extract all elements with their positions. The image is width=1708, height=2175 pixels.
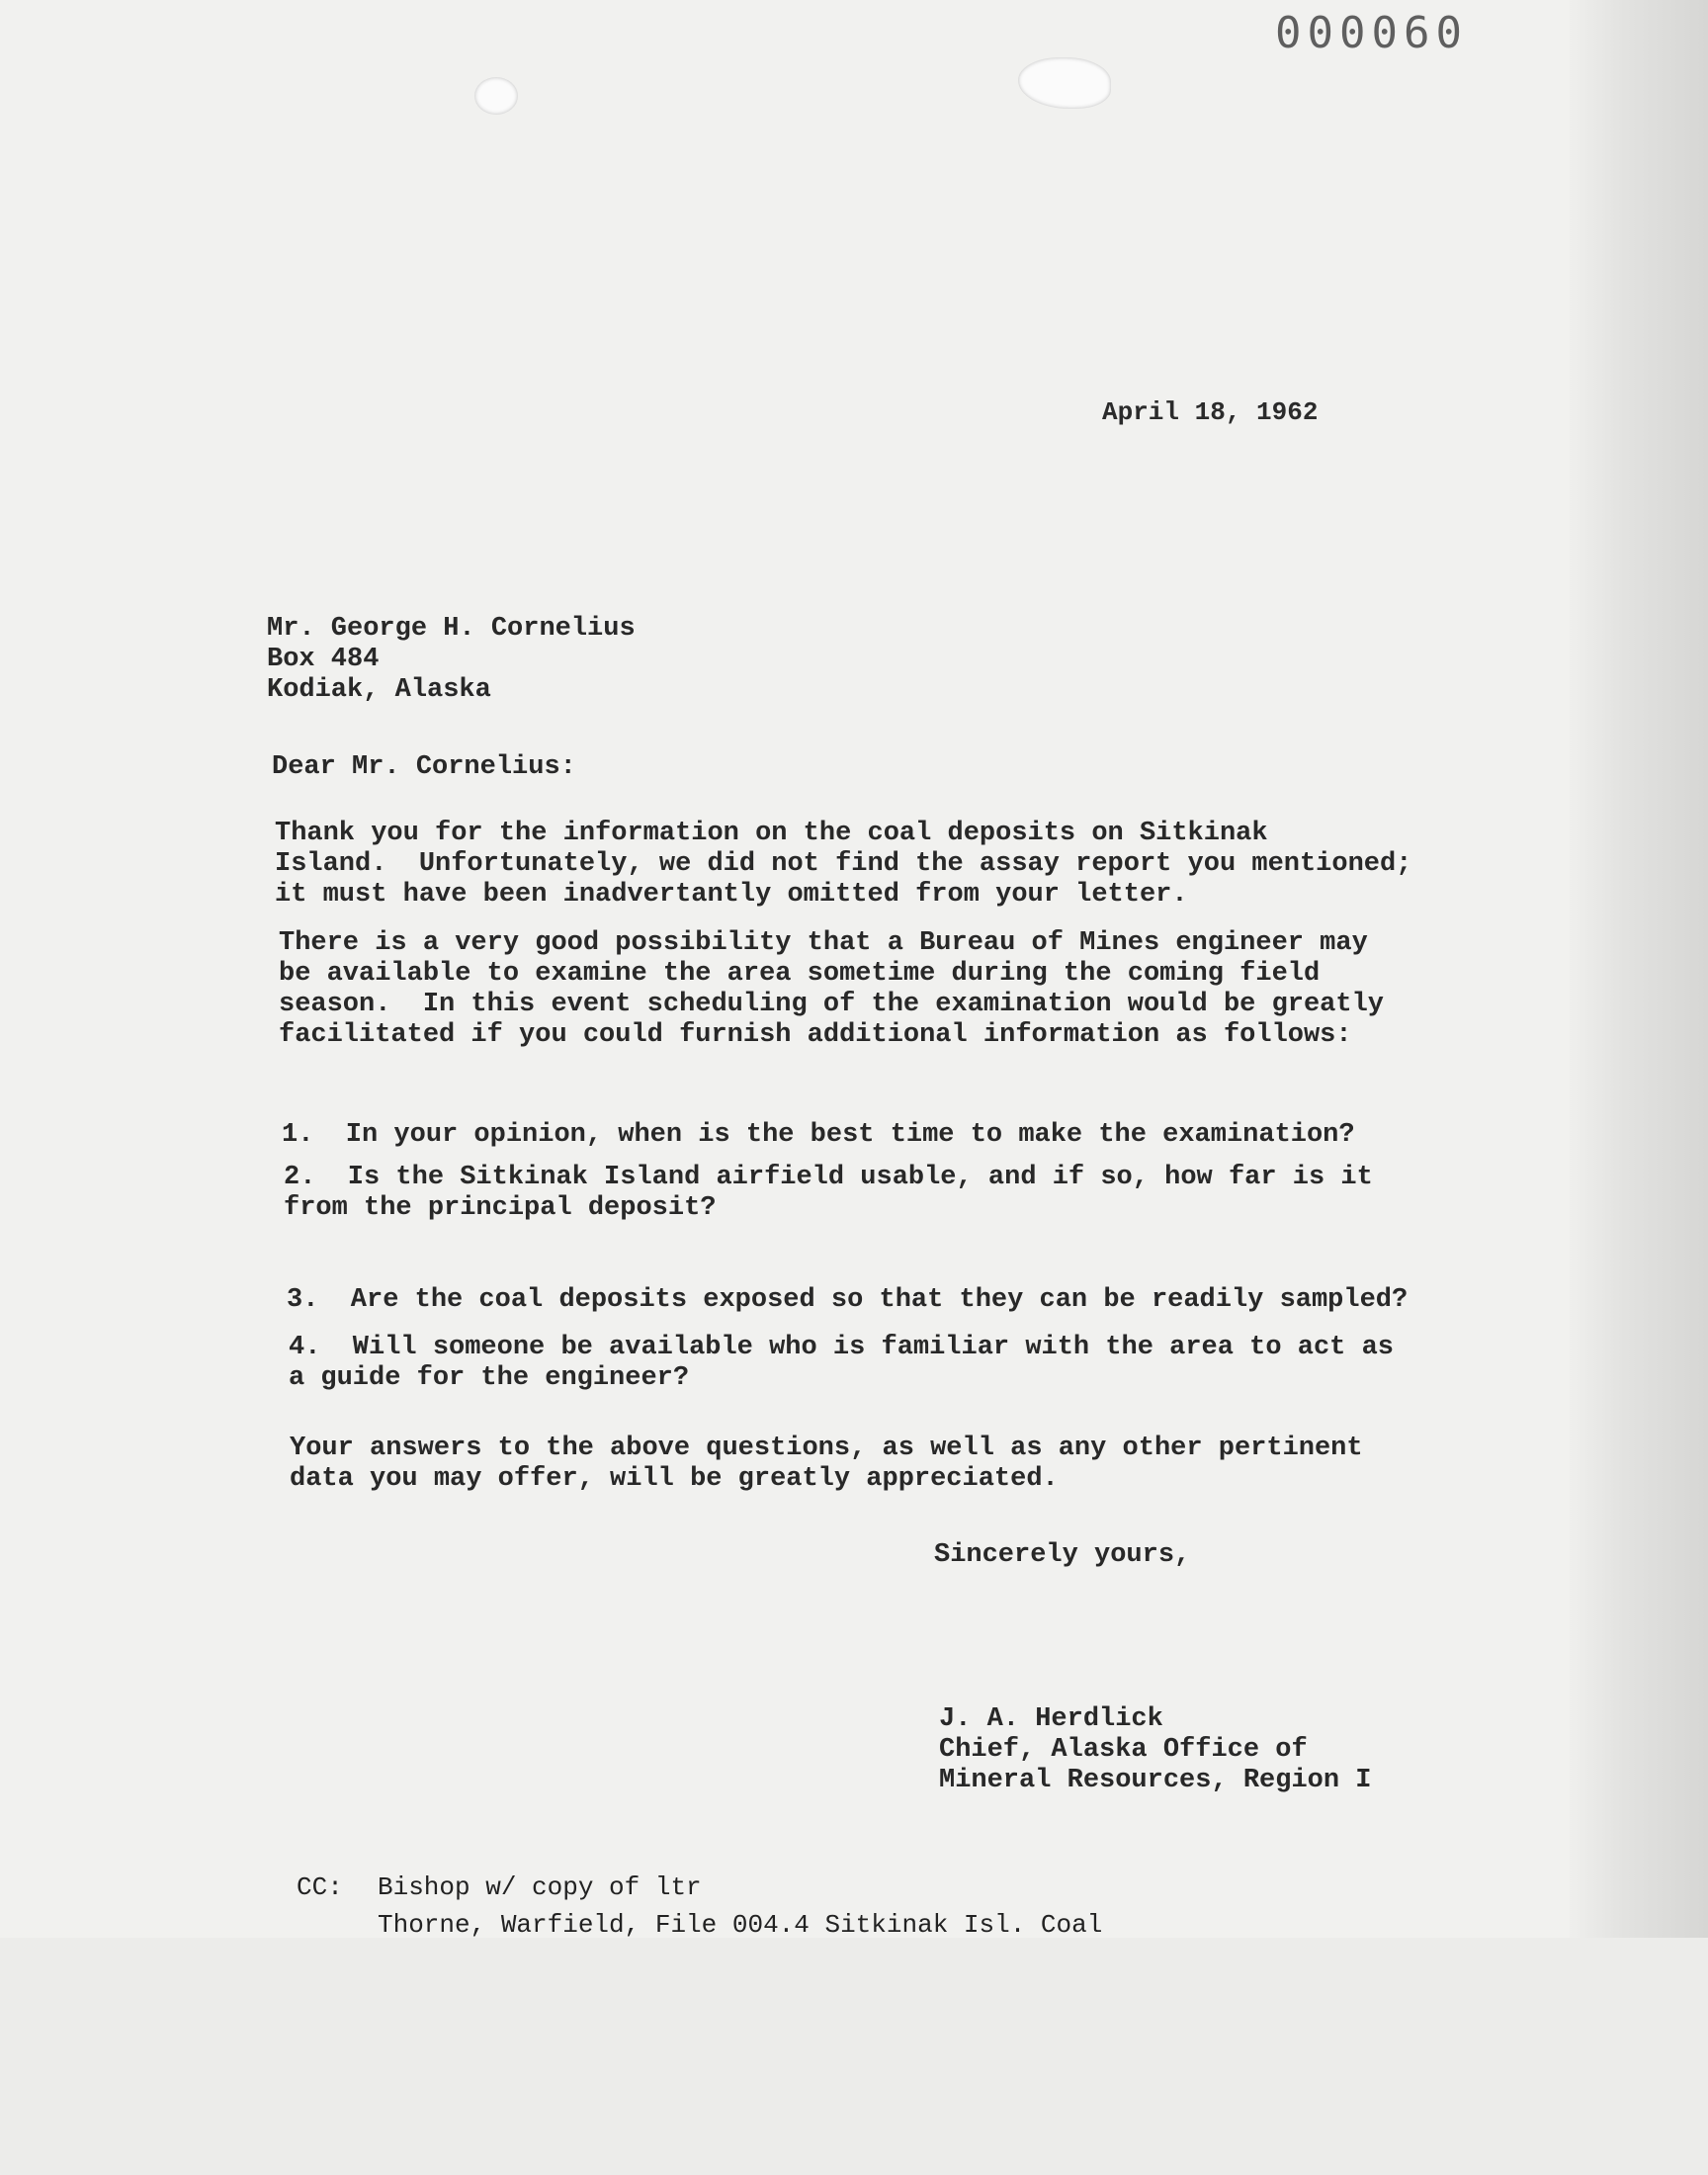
punch-hole-right — [1018, 57, 1111, 109]
cc-label: CC: — [297, 1872, 343, 1902]
signature-block — [939, 1704, 1371, 1796]
complimentary-close: Sincerely yours, — [934, 1540, 1191, 1570]
recipient-address — [267, 614, 636, 706]
cc-line-2 — [297, 1906, 1102, 1944]
letter-date: April 18, 1962 — [1102, 397, 1319, 427]
scan-edge — [1570, 0, 1708, 2175]
paragraph-request: There is a very good possibility that a Bureau of Mines engineer may be available to examine the area sometime during the coming field season. In this event scheduling of the examination would be greatly facilitated if you could furnish additional information as follows: — [279, 928, 1384, 1050]
signer-name: J. A. Herdlick — [939, 1704, 1163, 1734]
page-number-stamp: 000060 — [1275, 8, 1468, 58]
cc-line-1 — [297, 1869, 1102, 1906]
cc-recipient-2: Thorne, Warfield, File 004.4 Sitkinak Isl. Coal — [378, 1910, 1103, 1940]
paragraph-closing: Your answers to the above questions, as well as any other pertinent data you may offer, will be greatly appreciated. — [290, 1434, 1363, 1494]
cc-recipient-1: Bishop w/ copy of ltr — [378, 1872, 702, 1902]
recipient-box: Box 484 — [267, 645, 380, 674]
question-3: 3. Are the coal deposits exposed so that they can be readily sampled? — [287, 1285, 1409, 1315]
punch-hole-left — [474, 77, 518, 115]
scan-bottom — [0, 1938, 1708, 2175]
recipient-city: Kodiak, Alaska — [267, 675, 491, 705]
carbon-copy-block — [297, 1869, 1102, 1944]
signer-title-line-1: Chief, Alaska Office of — [939, 1735, 1308, 1765]
question-1: 1. In your opinion, when is the best time to make the examination? — [282, 1120, 1355, 1150]
question-4: 4. Will someone be available who is familiar with the area to act as a guide for the engineer? — [289, 1333, 1394, 1393]
signer-title-line-2: Mineral Resources, Region I — [939, 1766, 1372, 1795]
recipient-name: Mr. George H. Cornelius — [267, 614, 636, 644]
paragraph-intro: Thank you for the information on the coal deposits on Sitkinak Island. Unfortunately, we did not find the assay report you mentioned; it must have been inadvertantly omitted from your letter. — [275, 819, 1412, 910]
question-2: 2. Is the Sitkinak Island airfield usable, and if so, how far is it from the principal deposit? — [284, 1163, 1373, 1223]
salutation: Dear Mr. Cornelius: — [272, 752, 576, 782]
